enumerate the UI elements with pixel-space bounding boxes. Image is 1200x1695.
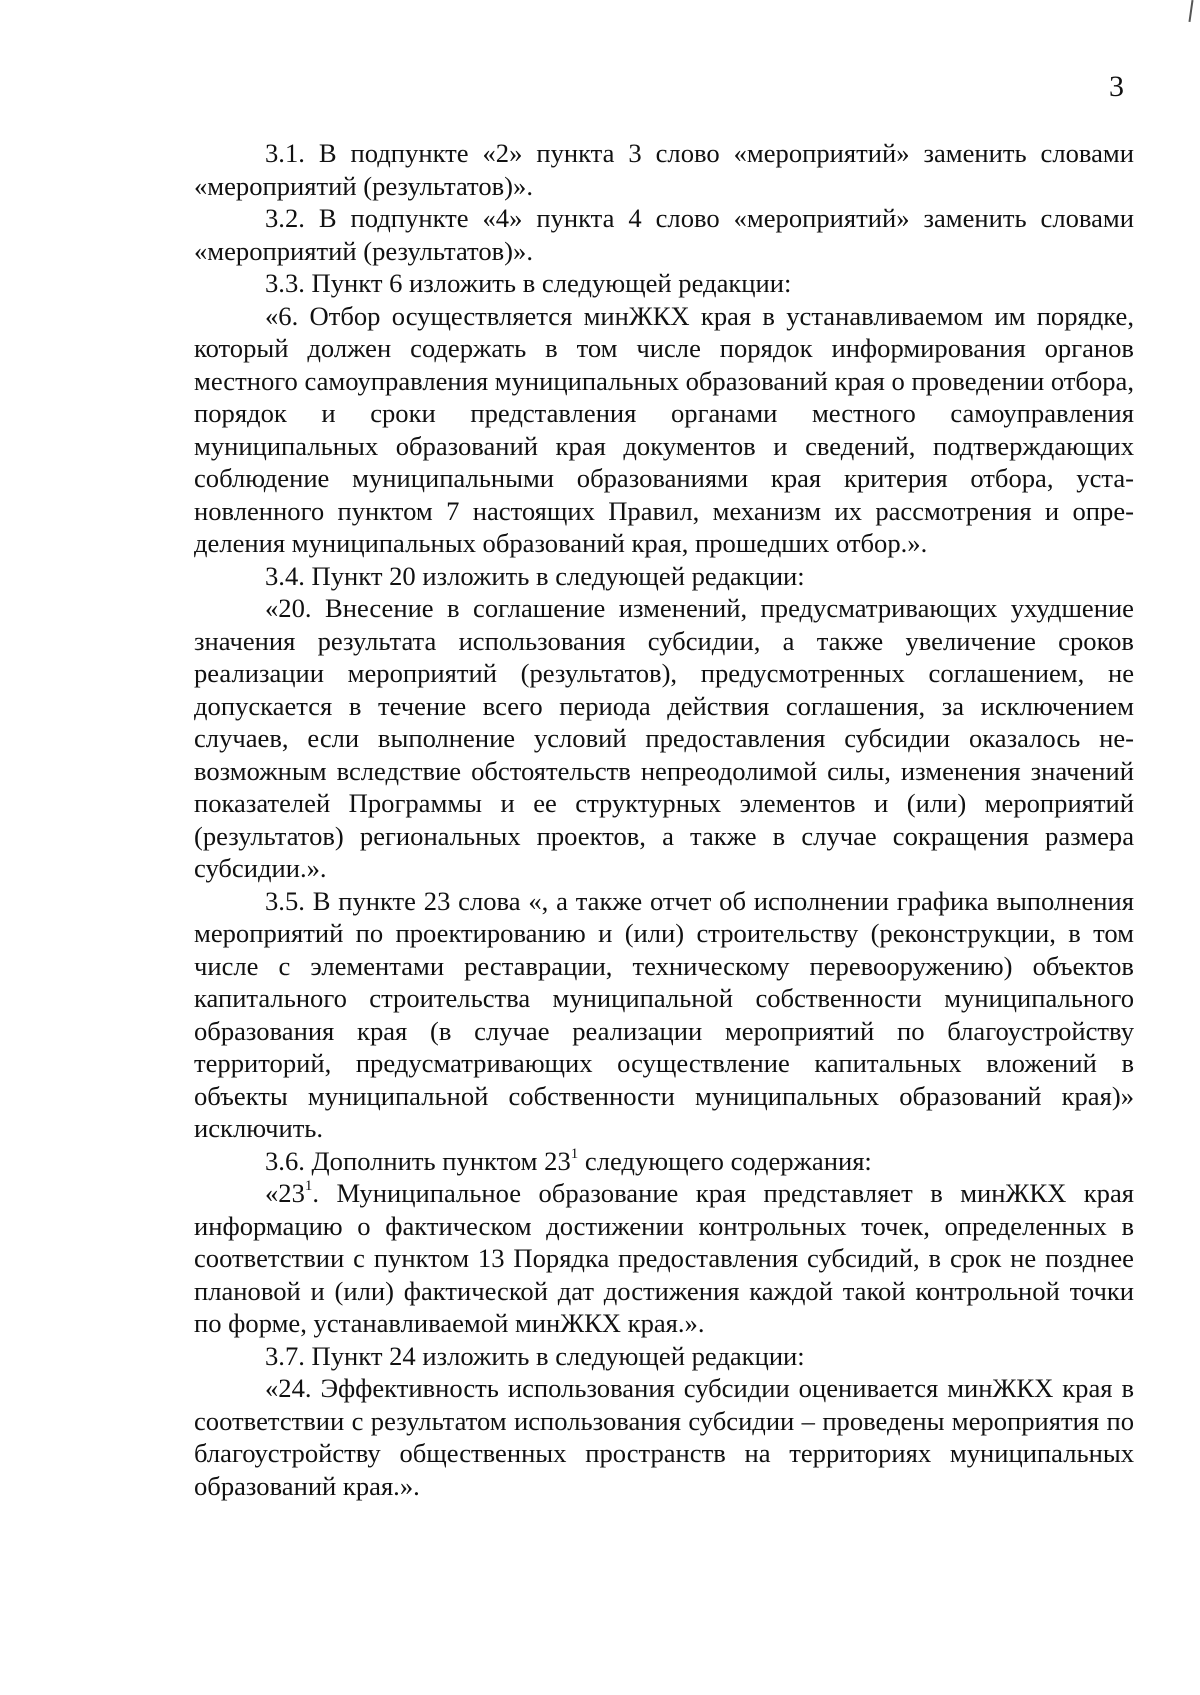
- paragraph-3-3: 3.3. Пункт 6 изложить в следующей редакции:: [265, 268, 792, 298]
- paragraph-3-4: 3.4. Пункт 20 изложить в следующей редакции:: [265, 560, 805, 591]
- paragraph-3-5: 3.5. В пункте 23 слова «, а также отчет об исполнении графика выполнения мероприятий по проектированию и (или) строительству (реконструкции, в том числе с элементами реставрации, техническому перевооружению) объектов капитального строительства муниципальной собственности муниципального образования края (в случае реализации мероприятий по благоустройству территорий, предусматривающих осуществление капитальных вложений в объекты муниципальной собственности муниципальных образований края)» исключить.: [194, 885, 1134, 1143]
- scan-edge-mark: [1188, 0, 1193, 22]
- paragraph-item-20: «20. Внесение в соглашение изменений, предусматривающих ухудшение значения результата использования субсидии, а также увеличение сроков реализации мероприятий (результатов), предусмотренных соглашением, не допускается в течение всего периода действия соглашения, за исключением случаев, если выполнение условий предоставления субсидии оказалось невозможным вследствие обстоятельств непреодолимой силы, изменения значений показателей Программы и ее структурных элементов и (или) мероприятий (результатов) региональных проектов, а также в случае сокращения размера субсидии.».: [194, 593, 1134, 883]
- paragraph-3-2: 3.2. В подпункте «4» пункта 4 слово «мероприятий» заменить словами «мероприятий (результатов)».: [194, 203, 1134, 266]
- superscript-marker: 1: [304, 1178, 313, 1195]
- paragraph-23-1-text-after: . Муниципальное образование края представляет в минЖКХ края информацию о фактическом достижении контрольных точек, определенных в соответствии с пунктом 13 Порядка предоставления субсидий, в срок не позднее плановой и (или) фактической дат достижения каждой такой контрольной точки по форме, устанавливаемой минЖКХ края.».: [194, 1178, 1134, 1338]
- paragraph-3-6: [194, 1145, 1134, 1178]
- superscript-marker: 1: [570, 1145, 579, 1162]
- paragraph-3-7: 3.7. Пункт 24 изложить в следующей редакции:: [265, 1340, 805, 1371]
- paragraph-3-6-text-before: 3.6. Дополнить пунктом 23: [265, 1145, 571, 1176]
- paragraph-item-23-1: [194, 1177, 1134, 1340]
- paragraph-23-1-text-before: «23: [265, 1178, 305, 1208]
- document-body: [194, 137, 1134, 1502]
- page-number: 3: [1109, 70, 1124, 103]
- paragraph-3-6-text-after: следующего содержания:: [578, 1145, 872, 1176]
- paragraph-item-6: «6. Отбор осуществляется минЖКХ края в устанавливаемом им порядке, который должен содержать в том числе порядок информирования органов местного самоуправления муниципальных образований края о проведении отбора, порядок и сроки представления органами местного самоуправления муниципальных образований края документов и сведений, подтверждающих соблюдение муниципальными образованиями края критерия отбора, установленного пунктом 7 настоящих Правил, механизм их рассмотрения и определения муниципальных образований края, прошедших отбор.».: [194, 300, 1134, 558]
- paragraph-3-1: 3.1. В подпункте «2» пункта 3 слово «мероприятий» заменить словами «мероприятий (результатов)».: [194, 138, 1134, 201]
- paragraph-item-24: «24. Эффективность использования субсидии оценивается минЖКХ края в соответствии с результатом использования субсидии – проведены мероприятия по благоустройству общественных пространств на территориях муниципальных образований края.».: [194, 1373, 1134, 1501]
